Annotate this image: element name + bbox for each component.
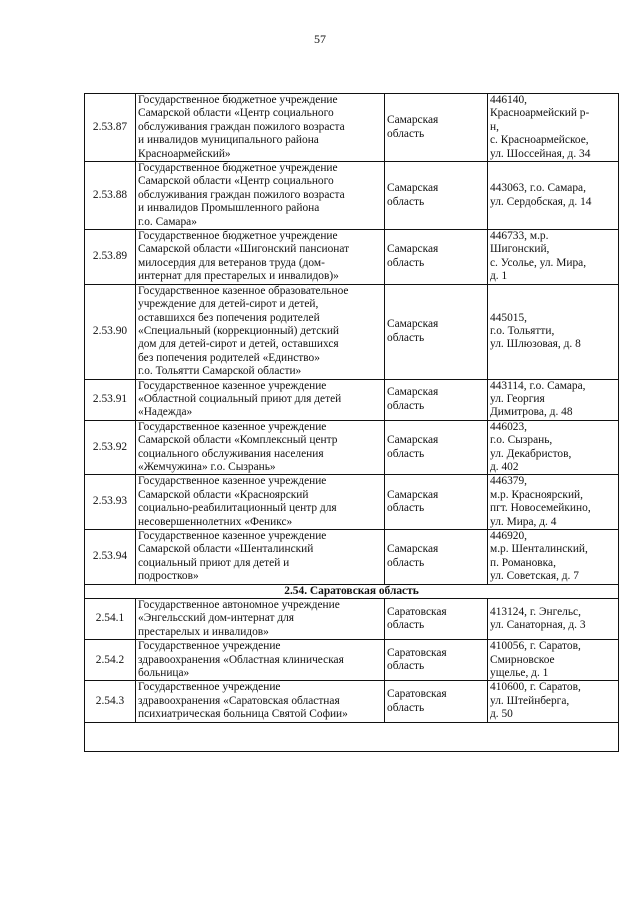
postal-address: 446920, м.р. Шенталинский, п. Романовка, ул. Советская, д. 7: [490, 530, 588, 583]
row-number: 2.54.1: [95, 612, 125, 625]
region-name-cell: [385, 162, 488, 230]
region-name: Самарская область: [387, 243, 439, 269]
region-name: Самарская область: [387, 182, 439, 208]
institution-name-cell: [136, 530, 385, 585]
postal-address-cell: [488, 530, 619, 585]
row-number: 2.53.87: [92, 120, 128, 133]
table-row: [85, 599, 619, 640]
postal-address: 410600, г. Саратов, ул. Штейнберга, д. 50: [490, 681, 581, 721]
institution-name: Государственное казенное учреждение Самарской области «Шенталинский социальный приют для детей и подростков»: [138, 530, 327, 583]
row-number-cell: [85, 420, 136, 475]
region-name-cell: [385, 640, 488, 681]
institution-name-cell: [136, 475, 385, 530]
postal-address-cell: [488, 599, 619, 640]
region-name: Саратовская область: [387, 605, 447, 632]
postal-address: 446379, м.р. Красноярский, пгт. Новосемейкино, ул. Мира, д. 4: [490, 475, 591, 528]
institution-name-cell: [136, 230, 385, 285]
row-number-cell: [85, 284, 136, 379]
institution-name: Государственное бюджетное учреждение Самарской области «Центр социального обслуживания граждан пожилого возраста и инвалидов Промышленного района г.о. Самара»: [138, 162, 345, 228]
postal-address: 445015, г.о. Тольятти, ул. Шлюзовая, д. 8: [490, 311, 581, 351]
institution-name-cell: [136, 94, 385, 162]
postal-address-cell: [488, 230, 619, 285]
region-name: Самарская область: [387, 386, 439, 412]
region-name: Самарская область: [387, 543, 439, 569]
region-name-cell: [385, 94, 488, 162]
postal-address-cell: [488, 379, 619, 420]
table-row: [85, 284, 619, 379]
institutions-table: [84, 93, 619, 752]
institution-name: Государственное казенное образовательное учреждение для детей-сирот и детей, оставшихся без попечения родителей «Специальный (коррекционный) детский дом для детей-сирот и детей, оставшихся без попечения родителей «Единство» г.о. Тольятти Самарской области»: [138, 284, 349, 378]
row-number-cell: [85, 379, 136, 420]
postal-address: 443063, г.о. Самара, ул. Сердобская, д. 14: [490, 182, 592, 208]
region-name: Саратовская область: [387, 646, 447, 673]
region-name-cell: [385, 681, 488, 722]
postal-address: 443114, г.о. Самара, ул. Георгия Димитрова, д. 48: [490, 379, 586, 419]
region-name-cell: [385, 379, 488, 420]
region-name-cell: [385, 420, 488, 475]
institution-name: Государственное казенное учреждение Самарской области «Комплексный центр социального обслуживания населения «Жемчужина» г.о. Сызрань»: [138, 420, 338, 473]
table-row: [85, 475, 619, 530]
row-number: 2.53.91: [92, 392, 128, 405]
row-number-cell: [85, 162, 136, 230]
institution-name: Государственное казенное учреждение Самарской области «Красноярский социально-реабилитационный центр для несовершеннолетних «Феникс»: [138, 475, 337, 528]
region-name-cell: [385, 230, 488, 285]
region-name: Самарская область: [387, 434, 439, 460]
institution-name: Государственное казенное учреждение «Областной социальный приют для детей «Надежда»: [138, 379, 342, 419]
region-name-cell: [385, 530, 488, 585]
postal-address: 446140, Красноармейский р- н, с. Красноармейское, ул. Шоссейная, д. 34: [490, 94, 591, 160]
row-number-cell: [85, 475, 136, 530]
row-number: 2.53.93: [92, 495, 128, 508]
postal-address: 446023, г.о. Сызрань, ул. Декабристов, д. 402: [490, 420, 572, 473]
institution-name-cell: [136, 162, 385, 230]
region-name: Самарская область: [387, 114, 439, 140]
row-number: 2.53.94: [92, 550, 128, 563]
region-name: Самарская область: [387, 488, 439, 515]
postal-address: 413124, г. Энгельс, ул. Санаторная, д. 3: [490, 605, 586, 632]
table-row: [85, 230, 619, 285]
row-number: 2.53.92: [92, 440, 128, 453]
postal-address-cell: [488, 284, 619, 379]
institution-name: Государственное бюджетное учреждение Самарской области «Центр социального обслуживания граждан пожилого возраста и инвалидов муниципального района Красноармейский»: [138, 94, 345, 160]
institution-name: Государственное бюджетное учреждение Самарской области «Шигонский пансионат милосердия для ветеранов труда (дом- интернат для престарелых и инвалидов)»: [138, 230, 350, 283]
postal-address-cell: [488, 475, 619, 530]
section-header-row: [85, 584, 619, 598]
institution-name: Государственное учреждение здравоохранения «Областная клиническая больница»: [138, 640, 344, 680]
table-row: [85, 530, 619, 585]
institution-name-cell: [136, 640, 385, 681]
region-name-cell: [385, 599, 488, 640]
table-row: [85, 420, 619, 475]
institution-name-cell: [136, 420, 385, 475]
table-row: [85, 162, 619, 230]
table-row: [85, 681, 619, 722]
row-number-cell: [85, 681, 136, 722]
row-number: 2.54.2: [95, 653, 125, 666]
region-name: Саратовская область: [387, 688, 447, 714]
row-number: 2.54.3: [95, 694, 125, 707]
row-number-cell: [85, 599, 136, 640]
institution-name-cell: [136, 681, 385, 722]
row-number: 2.53.88: [92, 188, 128, 201]
region-name-cell: [385, 475, 488, 530]
table-row: [85, 640, 619, 681]
postal-address-cell: [488, 94, 619, 162]
row-number-cell: [85, 530, 136, 585]
postal-address-cell: [488, 681, 619, 722]
table-row: [85, 379, 619, 420]
institution-name-cell: [136, 599, 385, 640]
region-name: Самарская область: [387, 318, 439, 344]
row-number-cell: [85, 230, 136, 285]
empty-row: [85, 722, 619, 751]
postal-address-cell: [488, 162, 619, 230]
postal-address-cell: [488, 420, 619, 475]
institution-name: Государственное учреждение здравоохранения «Саратовская областная психиатрическая больница Святой Софии»: [138, 681, 348, 721]
postal-address: 410056, г. Саратов, Смирновское ущелье, д. 1: [490, 640, 581, 680]
postal-address-cell: [488, 640, 619, 681]
region-name-cell: [385, 284, 488, 379]
table-row: [85, 94, 619, 162]
institution-name: Государственное автономное учреждение «Энгельсский дом-интернат для престарелых и инвалидов»: [138, 599, 340, 638]
section-title: 2.54. Саратовская область: [85, 584, 619, 598]
row-number: 2.53.89: [92, 250, 128, 263]
table-body: [85, 94, 619, 752]
institution-name-cell: [136, 284, 385, 379]
institution-name-cell: [136, 379, 385, 420]
row-number: 2.53.90: [92, 324, 128, 337]
empty-cell: [85, 722, 619, 751]
row-number-cell: [85, 640, 136, 681]
page-number: 57: [314, 32, 326, 46]
postal-address: 446733, м.р. Шигонский, с. Усолье, ул. Мира, д. 1: [490, 230, 587, 283]
row-number-cell: [85, 94, 136, 162]
